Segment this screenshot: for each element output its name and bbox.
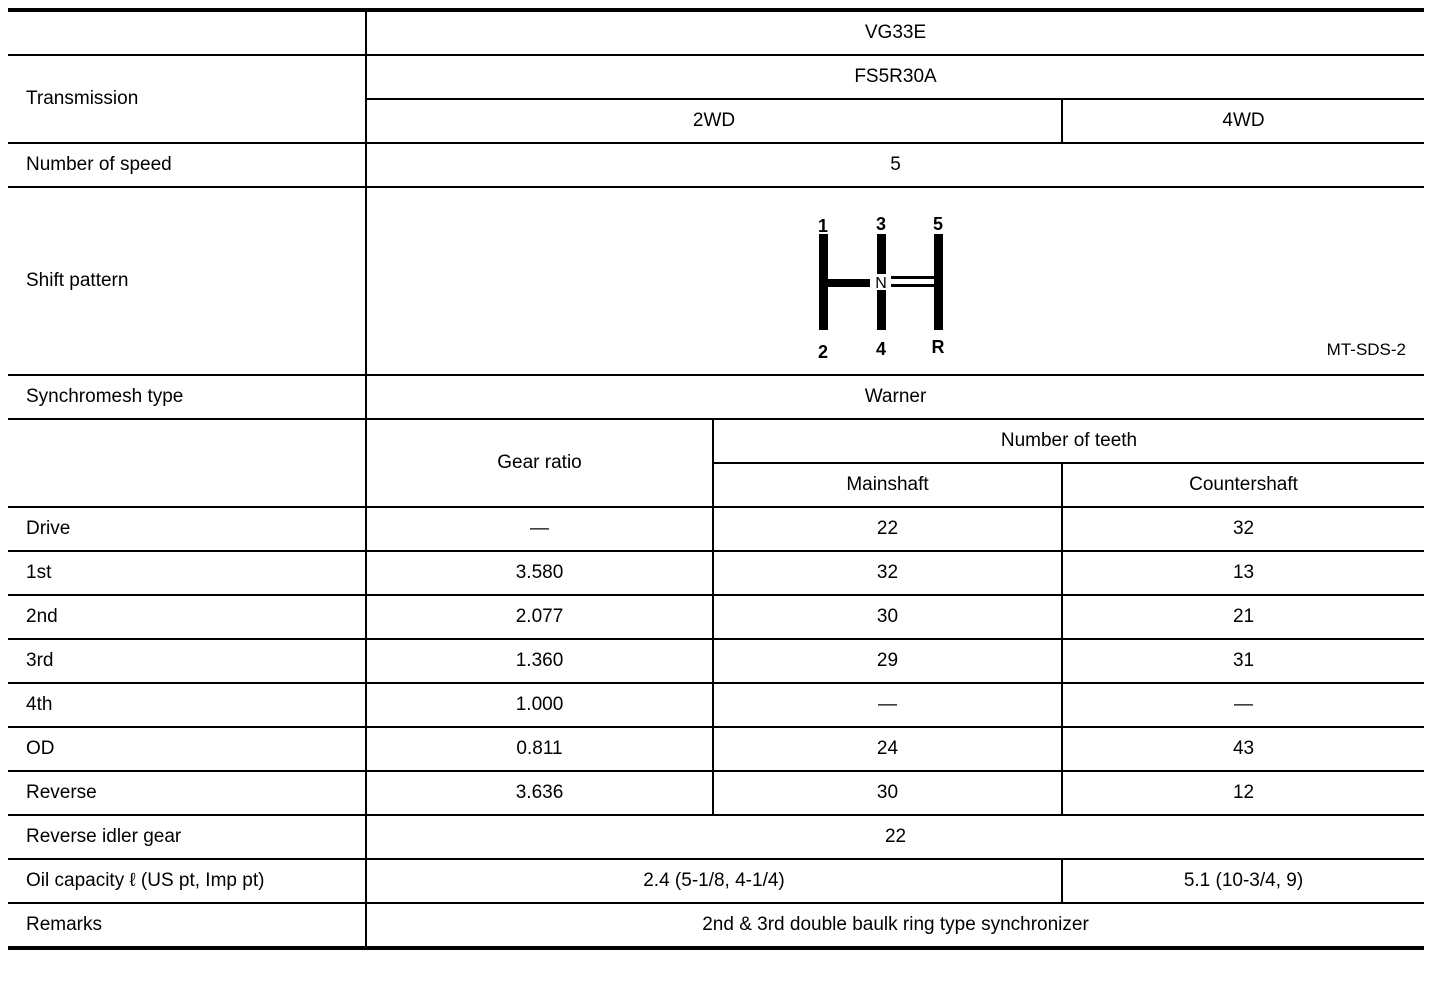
engine-row	[8, 10, 1424, 55]
shift-label-4: 4	[875, 339, 887, 359]
gear-name: Drive	[8, 507, 366, 551]
shift-pattern-diagram	[367, 188, 1424, 374]
oil-capacity-row	[8, 859, 1424, 903]
shift-label-5: 5	[932, 214, 944, 234]
mainshaft-teeth: 30	[713, 771, 1062, 815]
shift-label-neutral: N	[875, 275, 887, 292]
gear-ratio: 1.360	[366, 639, 713, 683]
countershaft-header: Countershaft	[1062, 463, 1424, 507]
engine-label	[8, 10, 366, 55]
gear-row	[8, 551, 1424, 595]
mainshaft-header: Mainshaft	[713, 463, 1062, 507]
oil-capacity-4wd: 5.1 (10-3/4, 9)	[1062, 859, 1424, 903]
gear-row	[8, 683, 1424, 727]
drive-4wd: 4WD	[1062, 99, 1424, 143]
shift-cross-left	[825, 279, 870, 287]
countershaft-teeth: 21	[1062, 595, 1424, 639]
shift-label-2: 2	[817, 342, 829, 362]
synchromesh-value: Warner	[366, 375, 1424, 419]
countershaft-teeth: —	[1062, 683, 1424, 727]
speeds-value: 5	[366, 143, 1424, 187]
gear-name: 1st	[8, 551, 366, 595]
remarks-label: Remarks	[8, 903, 366, 948]
gear-ratio: —	[366, 507, 713, 551]
drive-2wd: 2WD	[366, 99, 1062, 143]
gear-name: Reverse	[8, 771, 366, 815]
mainshaft-teeth: 30	[713, 595, 1062, 639]
countershaft-teeth: 43	[1062, 727, 1424, 771]
mainshaft-teeth: 32	[713, 551, 1062, 595]
gear-row	[8, 639, 1424, 683]
shift-pattern-row	[8, 187, 1424, 375]
gear-ratio: 3.580	[366, 551, 713, 595]
countershaft-teeth: 32	[1062, 507, 1424, 551]
transmission-row	[8, 55, 1424, 99]
synchromesh-label: Synchromesh type	[8, 375, 366, 419]
shift-label-3: 3	[875, 214, 887, 234]
transmission-label: Transmission	[8, 55, 366, 143]
transmission-model: FS5R30A	[366, 55, 1424, 99]
mainshaft-teeth: —	[713, 683, 1062, 727]
gear-row	[8, 727, 1424, 771]
mainshaft-teeth: 29	[713, 639, 1062, 683]
gear-row	[8, 595, 1424, 639]
gear-ratio: 1.000	[366, 683, 713, 727]
synchromesh-row	[8, 375, 1424, 419]
mainshaft-teeth: 22	[713, 507, 1062, 551]
shift-cross-right-upper	[889, 276, 934, 279]
countershaft-teeth: 12	[1062, 771, 1424, 815]
shift-gate-right	[934, 234, 943, 330]
oil-capacity-2wd: 2.4 (5-1/8, 4-1/4)	[366, 859, 1062, 903]
shift-pattern-cell	[366, 187, 1424, 375]
gear-ratio-header: Gear ratio	[366, 419, 713, 507]
shift-label-r: R	[931, 337, 945, 357]
mainshaft-teeth: 24	[713, 727, 1062, 771]
gear-ratio: 3.636	[366, 771, 713, 815]
teeth-header: Number of teeth	[713, 419, 1424, 463]
shift-pattern-label: Shift pattern	[8, 187, 366, 375]
oil-capacity-label: Oil capacity ℓ (US pt, Imp pt)	[8, 859, 366, 903]
countershaft-teeth: 13	[1062, 551, 1424, 595]
gear-name: 3rd	[8, 639, 366, 683]
speeds-label: Number of speed	[8, 143, 366, 187]
idler-label: Reverse idler gear	[8, 815, 366, 859]
countershaft-teeth: 31	[1062, 639, 1424, 683]
idler-value: 22	[366, 815, 1424, 859]
gear-name: OD	[8, 727, 366, 771]
gear-row	[8, 507, 1424, 551]
figure-reference: MT-SDS-2	[1326, 340, 1407, 359]
speeds-row	[8, 143, 1424, 187]
engine-value: VG33E	[366, 10, 1424, 55]
shift-label-1: 1	[817, 216, 829, 236]
specification-table	[8, 8, 1424, 950]
idler-row	[8, 815, 1424, 859]
gear-header-row	[8, 419, 1424, 463]
gear-name: 2nd	[8, 595, 366, 639]
gear-ratio: 2.077	[366, 595, 713, 639]
gear-name: 4th	[8, 683, 366, 727]
gear-ratio: 0.811	[366, 727, 713, 771]
gear-header-blank	[8, 419, 366, 507]
remarks-value: 2nd & 3rd double baulk ring type synchronizer	[366, 903, 1424, 948]
remarks-row	[8, 903, 1424, 948]
gear-row	[8, 771, 1424, 815]
shift-cross-right-lower	[889, 284, 934, 287]
